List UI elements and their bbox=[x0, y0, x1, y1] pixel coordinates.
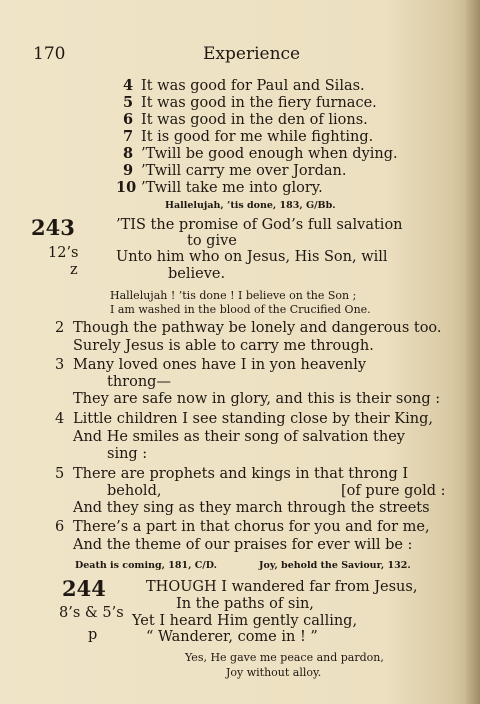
verse-line: Surely Jesus is able to carry me through. bbox=[73, 338, 374, 354]
verse-line: In the paths of sin, bbox=[176, 596, 314, 612]
verse-line: It was good for Paul and Silas. bbox=[141, 78, 365, 94]
verse-line: Yet I heard Him gently calling, bbox=[132, 613, 358, 629]
verse-line: Though the pathway be lonely and dangerous too. bbox=[73, 320, 442, 336]
verse-line: Many loved ones have I in yon heavenly bbox=[73, 357, 367, 373]
verse-number: 6 bbox=[123, 111, 134, 128]
verse-line: And they sing as they march through the streets bbox=[73, 500, 430, 516]
verse-number: 7 bbox=[123, 128, 134, 145]
chorus-line: Joy without alloy. bbox=[226, 666, 322, 679]
verse-line: Little children I see standing close by their King, bbox=[73, 411, 434, 427]
verse-line-continued: sing : bbox=[107, 446, 148, 462]
page-edge bbox=[466, 0, 480, 704]
verse-line: It was good in the fiery furnace. bbox=[141, 95, 377, 111]
verse-line-overflow: [of pure gold : bbox=[341, 483, 446, 499]
verse-number: 6 bbox=[55, 519, 65, 535]
verse-line: They are safe now in glory, and this is their song : bbox=[73, 391, 441, 407]
hymn-number: 243 bbox=[31, 215, 75, 240]
verse-line-continued: to give bbox=[187, 233, 237, 249]
verse-number: 4 bbox=[55, 411, 65, 427]
verse-line-continued: believe. bbox=[168, 266, 226, 282]
verse-line: ’TIS the promise of God’s full salvation bbox=[116, 217, 403, 233]
tune-reference: Death is coming, 181, C/D. bbox=[75, 560, 217, 571]
verse-number: 3 bbox=[55, 357, 65, 373]
hymn-meter: 12’s bbox=[48, 245, 79, 261]
verse-line: There’s a part in that chorus for you and for me, bbox=[73, 519, 430, 535]
verse-number: 8 bbox=[123, 145, 134, 162]
verse-number: 9 bbox=[123, 162, 134, 179]
verse-line: There are prophets and kings in that throng I bbox=[73, 466, 409, 482]
page-number: 170 bbox=[33, 44, 66, 64]
chorus-line: Yes, He gave me peace and pardon, bbox=[185, 651, 384, 664]
verse-line: And the theme of our praises for ever will be : bbox=[73, 537, 413, 553]
verse-line bbox=[116, 250, 449, 265]
hymn-key: p bbox=[88, 627, 98, 643]
verse-number: 5 bbox=[123, 94, 134, 111]
verse-line-continued: behold, bbox=[107, 483, 162, 499]
verse-line: ’Twill carry me over Jordan. bbox=[141, 163, 347, 179]
verse-line: “ Wanderer, come in ! ” bbox=[146, 629, 318, 645]
chorus-line: Hallelujah ! ’tis done ! I believe on the Son ; bbox=[110, 289, 357, 302]
refrain-reference: Hallelujah, ’tis done, 183, G/Bb. bbox=[165, 200, 336, 211]
verse-number: 10 bbox=[116, 179, 137, 196]
hymn-key: z bbox=[70, 262, 78, 278]
verse-line-text: Unto him who on Jesus, His Son, will bbox=[116, 249, 388, 265]
chorus-line: I am washed in the blood of the Crucified One. bbox=[110, 303, 371, 316]
page-title: Experience bbox=[203, 44, 301, 64]
verse-line-continued: throng— bbox=[107, 374, 171, 390]
verse-number: 4 bbox=[123, 77, 134, 94]
verse-line: THOUGH I wandered far from Jesus, bbox=[146, 579, 418, 595]
verse-number: 5 bbox=[55, 466, 65, 482]
verse-line: It was good in the den of lions. bbox=[141, 112, 368, 128]
verse-line: It is good for me while fighting. bbox=[141, 129, 374, 145]
hymn-number: 244 bbox=[62, 576, 106, 601]
verse-line: And He smiles as their song of salvation they bbox=[73, 429, 405, 445]
hymn-meter: 8’s & 5’s bbox=[59, 605, 124, 621]
verse-line: ’Twill take me into glory. bbox=[141, 180, 323, 196]
tune-reference: Joy, behold the Saviour, 132. bbox=[259, 560, 411, 571]
verse-number: 2 bbox=[55, 320, 65, 336]
verse-line: ’Twill be good enough when dying. bbox=[141, 146, 398, 162]
